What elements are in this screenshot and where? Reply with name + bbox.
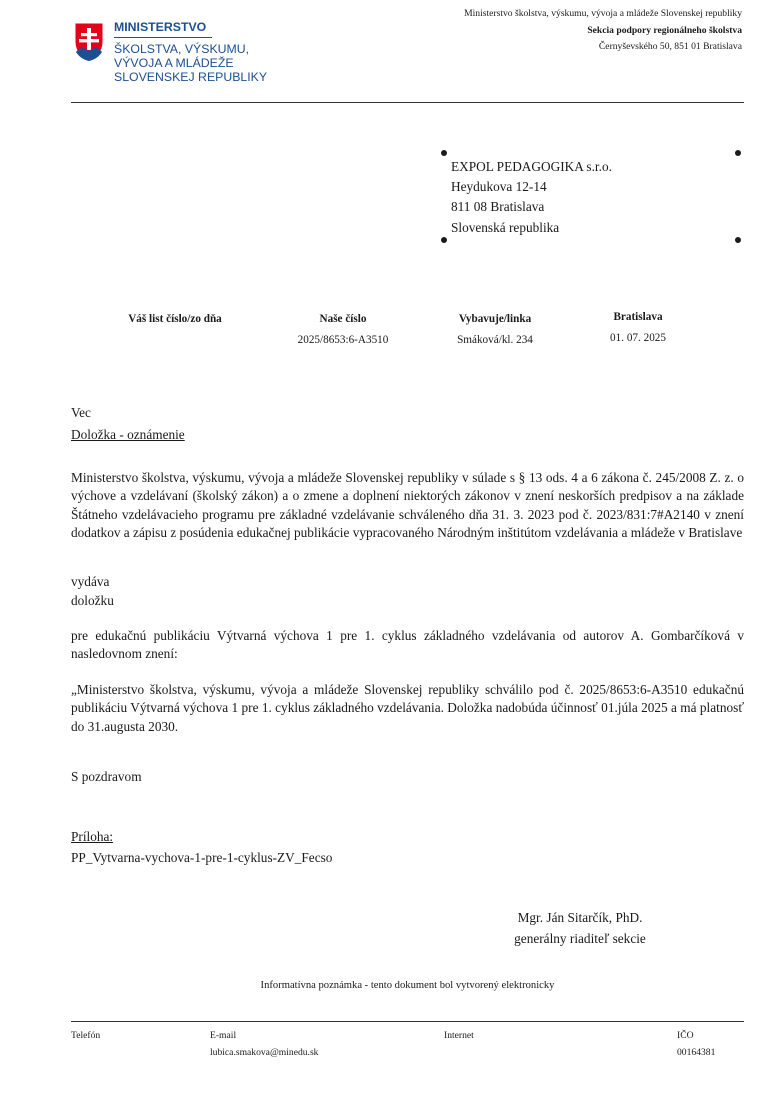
footer-email-label: E-mail [210,1030,237,1041]
address-corner-mark [441,150,447,156]
body-paragraph-1: Ministerstvo školstva, výskumu, vývoja a mládeže Slovenskej republiky v súlade s § 13 ods. 4 a 6 zákona č. 245/2008 Z. z. o výchove a vzdelávaní (školský zákon) a o zmene a doplnení niektorých zákonov v znení neskorších predpisov a na základe Štátneho vzdelávacieho programu pre základné vzdelávanie schváleného dňa 31. 3. 2023 pod č. 2023/831:7#A2140 v znení dodatkov a zápisu z posúdenia edukačnej publikácie vypracovaného Národným inštitútom vzdelávania a mládeže v Bratislave [71,470,744,540]
recipient-country: Slovenská republika [451,219,560,235]
sender-section: Sekcia podpory regionálneho školstva [587,24,742,36]
sender-address: Černyševského 50, 851 01 Bratislava [598,41,742,52]
footer-ico-value: 00164381 [677,1047,716,1058]
ref-our-number-label: Naše číslo [319,313,367,325]
address-corner-mark [441,237,447,243]
greeting: S pozdravom [71,769,142,784]
recipient-address [451,157,612,238]
ref-handled-value: Smáková/kl. 234 [457,334,533,346]
ref-handled-label: Vybavuje/linka [458,313,532,325]
ref-our-number [273,309,413,351]
footer-phone [71,1027,100,1044]
footer-internet-label: Internet [444,1030,474,1041]
logo-title: MINISTERSTVO [114,20,212,38]
footer-ico [677,1027,715,1061]
header-divider [71,102,744,103]
sender-header [464,6,742,56]
attachment-filename: PP_Vytvarna-vychova-1-pre-1-cyklus-ZV_Fecso [71,850,333,865]
footer-internet [444,1027,474,1044]
ref-date-value: 01. 07. 2025 [610,332,666,344]
slovak-coat-of-arms-icon [74,22,104,62]
footer-email-value[interactable]: lubica.smakova@minedu.sk [210,1047,319,1058]
ref-your-letter-label: Váš list číslo/zo dňa [128,313,222,325]
footer-phone-label: Telefón [71,1030,101,1041]
body-clause: doložku [71,593,114,608]
logo-line-2: ŠKOLSTVA, VÝSKUMU, [114,42,250,56]
logo-line-3: VÝVOJA A MLÁDEŽE [114,56,234,70]
subject-label: Vec [71,405,91,420]
body-issues: vydáva [71,574,110,589]
subject-title: Doložka - oznámenie [71,427,185,442]
body-paragraph-3: „Ministerstvo školstva, výskumu, vývoja a mládeže Slovenskej republiky schválilo pod č. 2025/8653:6-A3510 edukačnú publikáciu Výtvarná výchova 1 pre 1. cyklus základného vzdelávania. Doložka nadobúda účinnosť 01.júla 2025 a má platnosť do 31.augusta 2030. [71,682,744,734]
footer-ico-label: IČO [677,1030,694,1041]
address-corner-mark [735,237,741,243]
recipient-name: EXPOL PEDAGOGIKA s.r.o. [451,159,612,174]
ref-our-number-value: 2025/8653:6-A3510 [297,334,389,346]
ref-place-label: Bratislava [613,311,663,323]
footer-divider [71,1021,744,1022]
informative-note: Informatívna poznámka - tento dokument bol vytvorený elektronicky [260,980,555,991]
body-paragraph-2: pre edukačnú publikáciu Výtvarná výchova 1 pre 1. cyklus základného vzdelávania od autorov A. Gombarčíková v nasledovnom znení: [71,628,744,662]
recipient-street: Heydukova 12-14 [451,179,547,195]
signature-name: Mgr. Ján Sitarčík, PhD. [517,910,643,925]
recipient-city: 811 08 Bratislava [451,199,545,215]
signature-block [500,907,660,949]
footer-email [210,1027,318,1061]
attachment-label: Príloha: [71,829,114,844]
address-corner-mark [735,150,741,156]
ministry-logo [74,20,284,86]
signature-role: generálny riaditeľ sekcie [514,931,646,946]
logo-line-4: SLOVENSKEJ REPUBLIKY [114,70,268,84]
ref-handled [430,309,560,351]
ref-place-date [588,307,688,349]
ref-your-letter [105,309,245,330]
sender-ministry: Ministerstvo školstva, výskumu, vývoja a mládeže Slovenskej republiky [464,8,742,19]
